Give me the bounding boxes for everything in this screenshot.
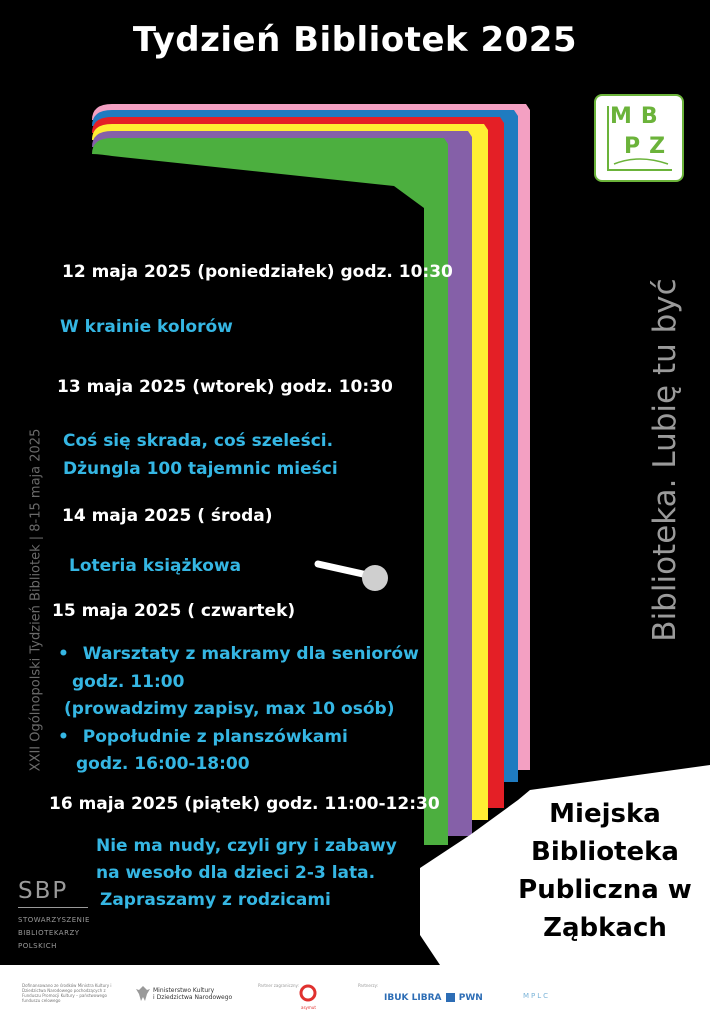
day4-item1-line2: godz. 11:00 <box>72 672 185 692</box>
library-name <box>510 795 700 947</box>
day5-event-line3: Zapraszamy z rodzicami <box>100 890 331 910</box>
lottery-handle-knob <box>362 565 388 591</box>
day4-item2-text: Popołudnie z planszówkami <box>82 727 348 747</box>
mplc-logo: MPLC <box>523 992 551 1000</box>
library-name-line1: Miejska <box>549 799 661 829</box>
sbp-mark: SBP <box>18 878 69 904</box>
pwn-text: PWN <box>458 993 483 1003</box>
pwn-square-icon <box>446 993 455 1002</box>
motto-vertical: Biblioteka. Lubię tu być <box>647 278 683 642</box>
day4-item2-line2: godz. 16:00-18:00 <box>76 754 250 774</box>
sbp-line3: POLSKICH <box>18 942 57 950</box>
campaign-side-text: XXII Ogólnopolski Tydzień Bibliotek | 8-15 maja 2025 <box>28 428 44 772</box>
mbpz-logo <box>594 94 684 182</box>
ibuk-text: IBUK LIBRA <box>384 993 442 1003</box>
eagle-emblem-icon <box>135 985 151 1003</box>
day4-date: 15 maja 2025 ( czwartek) <box>52 601 296 621</box>
sbp-line2: BIBLIOTEKARZY <box>18 929 80 937</box>
sbp-divider <box>18 907 88 908</box>
bullet-icon: • <box>58 727 69 747</box>
partner-label: Partner zagraniczny: <box>258 983 299 988</box>
logo-row1: MB <box>610 104 667 129</box>
partners-label: Partnerzy: <box>358 983 379 988</box>
day4-item1-line3: (prowadzimy zapisy, max 10 osób) <box>64 699 395 719</box>
day3-event: Loteria książkowa <box>69 556 242 576</box>
logo-row2: PZ <box>624 134 675 159</box>
ministry-name <box>153 987 232 1001</box>
library-name-line4: Ząbkach <box>543 913 667 943</box>
library-name-line3: Publiczna w <box>518 875 692 905</box>
sbp-line1: STOWARZYSZENIE <box>18 916 90 924</box>
day4-item1-text: Warsztaty z makramy dla seniorów <box>82 644 419 664</box>
poster-title: Tydzień Bibliotek 2025 <box>132 20 578 60</box>
library-name-line2: Biblioteka <box>531 837 679 867</box>
funding-note: Dofinansowano ze środków Ministra Kultury i Dziedzictwa Narodowego pochodzących z Funduszu Promocji Kultury – państwowego funduszu celowego <box>22 983 112 1003</box>
day1-date: 12 maja 2025 (poniedziałek) godz. 10:30 <box>62 262 453 282</box>
sponsor-footer <box>0 965 710 1024</box>
ministry-line1: Ministerstwo Kultury <box>153 987 215 994</box>
day2-event-line1: Coś się skrada, coś szeleści. <box>63 431 334 451</box>
day4-item1-line1 <box>58 643 419 665</box>
asymut-name: asymut <box>301 1005 316 1010</box>
bullet-icon: • <box>58 644 69 664</box>
day3-date: 14 maja 2025 ( środa) <box>62 506 273 526</box>
day1-event: W krainie kolorów <box>60 317 233 337</box>
day4-item2-line1 <box>58 726 348 748</box>
day2-date: 13 maja 2025 (wtorek) godz. 10:30 <box>57 377 393 397</box>
day5-event-line2: na wesoło dla dzieci 2-3 lata. <box>96 863 376 883</box>
ministry-line2: i Dziedzictwa Narodowego <box>153 994 233 1001</box>
sbp-logo <box>18 878 90 953</box>
day5-event-line1: Nie ma nudy, czyli gry i zabawy <box>96 836 397 856</box>
logo-leaf-icon <box>594 94 684 182</box>
asymut-logo-icon <box>298 983 318 1003</box>
day2-event-line2: Dżungla 100 tajemnic mieści <box>63 459 338 479</box>
day5-date: 16 maja 2025 (piątek) godz. 11:00-12:30 <box>49 794 440 814</box>
ibuk-libra-logo <box>384 993 483 1003</box>
